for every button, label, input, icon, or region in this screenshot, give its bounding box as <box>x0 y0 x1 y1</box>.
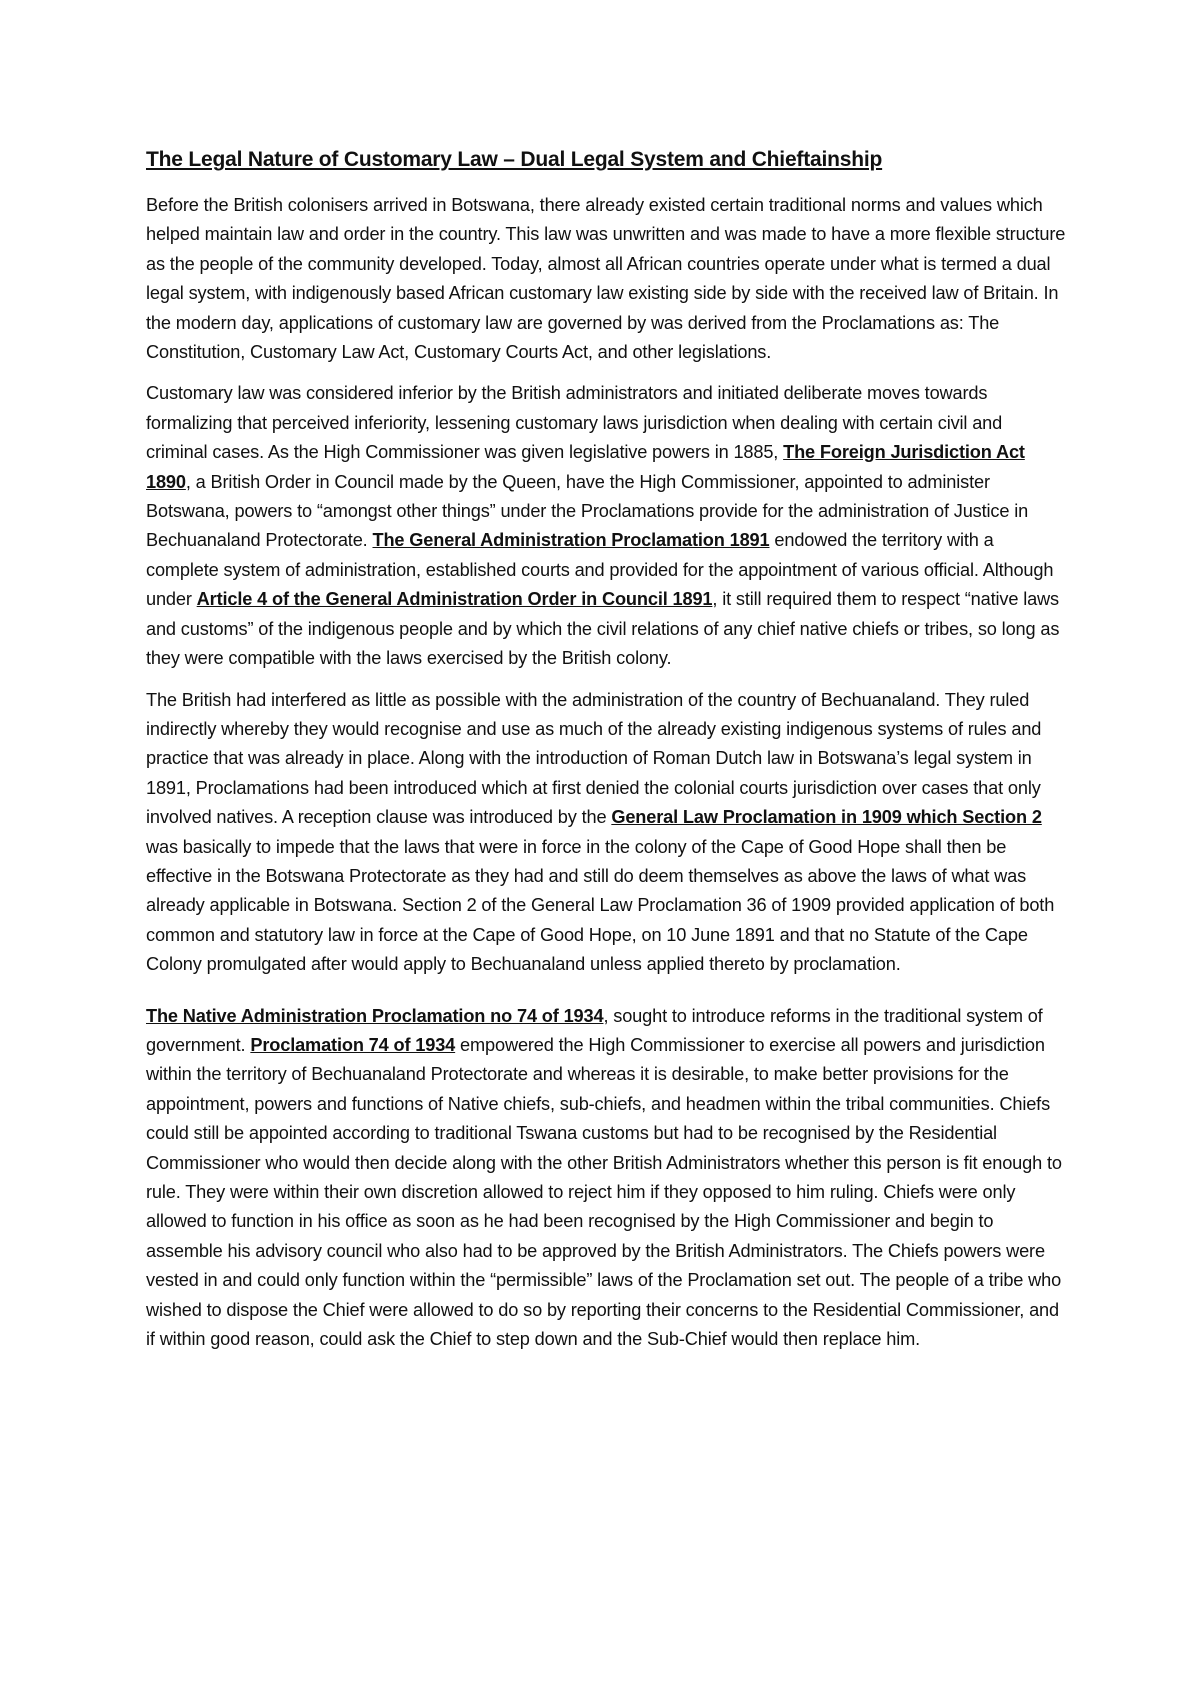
paragraph-1 <box>146 191 1066 367</box>
document-page <box>146 145 1066 1366</box>
legal-reference: The Foreign Jurisdiction Act 1890 <box>146 442 1025 492</box>
paragraph-text: endowed the territory with a complete system of administration, established courts and provided for the appointment of various official. Although under <box>146 530 1054 610</box>
legal-reference: Article 4 of the General Administration Order in Council 1891 <box>196 589 713 610</box>
paragraph-text: Customary law was considered inferior by the British administrators and initiated deliberate moves towards formalizing that perceived inferiority, lessening customary laws jurisdiction when dealing with certain civil and criminal cases. As the High Commissioner was given legislative powers in 1885, <box>146 383 1003 463</box>
paragraph-text: The British had interfered as little as possible with the administration of the country of Bechuanaland. They ruled indirectly whereby they would recognise and use as much of the already existing indigenous systems of rules and practice that was already in place. Along with the introduction of Roman Dutch law in Botswana’s legal system in 1891, Proclamations had been introduced which at first denied the colonial courts jurisdiction over cases that only involved natives. A reception clause was introduced by the <box>146 689 1042 828</box>
legal-reference: Proclamation 74 of 1934 <box>250 1034 456 1055</box>
paragraph-text: Before the British colonisers arrived in Botswana, there already existed certain traditional norms and values which helped maintain law and order in the country. This law was unwritten and was made to have a more flexible structure as the people of the community developed. Today, almost all African countries operate under what is termed a dual legal system, with indigenously based African customary law existing side by side with the received law of Britain. In the modern day, applications of customary law are governed by was derived from the Proclamations as: The Constitution, Customary Law Act, Customary Courts Act, and other legislations. <box>146 195 1066 363</box>
paragraph-3 <box>146 686 1066 980</box>
paragraph-text: , a British Order in Council made by the Queen, have the High Commissioner, appointed to administer Botswana, powers to “amongst other things” under the Proclamations provide for the administration of Justice in Bechuanaland Protectorate. <box>146 471 1029 551</box>
legal-reference: The General Administration Proclamation 1891 <box>372 530 770 551</box>
paragraph-text: was basically to impede that the laws that were in force in the colony of the Cape of Good Hope shall then be effective in the Botswana Protectorate as they had and still do deem themselves as above the laws of what was already applicable in Botswana. Section 2 of the General Law Proclamation 36 of 1909 provided application of both common and statutory law in force at the Cape of Good Hope, on 10 June 1891 and that no Statute of the Cape Colony promulgated after would apply to Bechuanaland unless applied thereto by proclamation. <box>146 836 1055 975</box>
document-body <box>146 191 1066 1354</box>
paragraph-text: , it still required them to respect “native laws and customs” of the indigenous people and by which the civil relations of any chief native chiefs or tribes, so long as they were compatible with the laws exercised by the British colony. <box>146 589 1060 669</box>
legal-reference: The Native Administration Proclamation no 74 of 1934 <box>146 1005 604 1026</box>
paragraph-text: , sought to introduce reforms in the traditional system of government. <box>146 1005 1043 1055</box>
paragraph-4 <box>146 1002 1066 1355</box>
paragraph-2 <box>146 379 1066 673</box>
document-title: The Legal Nature of Customary Law – Dual Legal System and Chieftainship <box>146 148 883 171</box>
paragraph-text: empowered the High Commissioner to exercise all powers and jurisdiction within the territory of Bechuanaland Protectorate and whereas it is desirable, to make better provisions for the appointment, powers and functions of Native chiefs, sub-chiefs, and headmen within the tribal communities. Chiefs could still be appointed according to traditional Tswana customs but had to be recognised by the Residential Commissioner who would then decide along with the other British Administrators whether this person is fit enough to rule. They were within their own discretion allowed to reject him if they opposed to him ruling. Chiefs were only allowed to function in his office as soon as he had been recognised by the High Commissioner and begin to assemble his advisory council who also had to be approved by the British Administrators. The Chiefs powers were vested in and could only function within the “permissible” laws of the Proclamation set out. The people of a tribe who wished to dispose the Chief were allowed to do so by reporting their concerns to the Residential Commissioner, and if within good reason, could ask the Chief to step down and the Sub-Chief would then replace him. <box>146 1034 1062 1350</box>
legal-reference: General Law Proclamation in 1909 which Section 2 <box>611 807 1042 828</box>
